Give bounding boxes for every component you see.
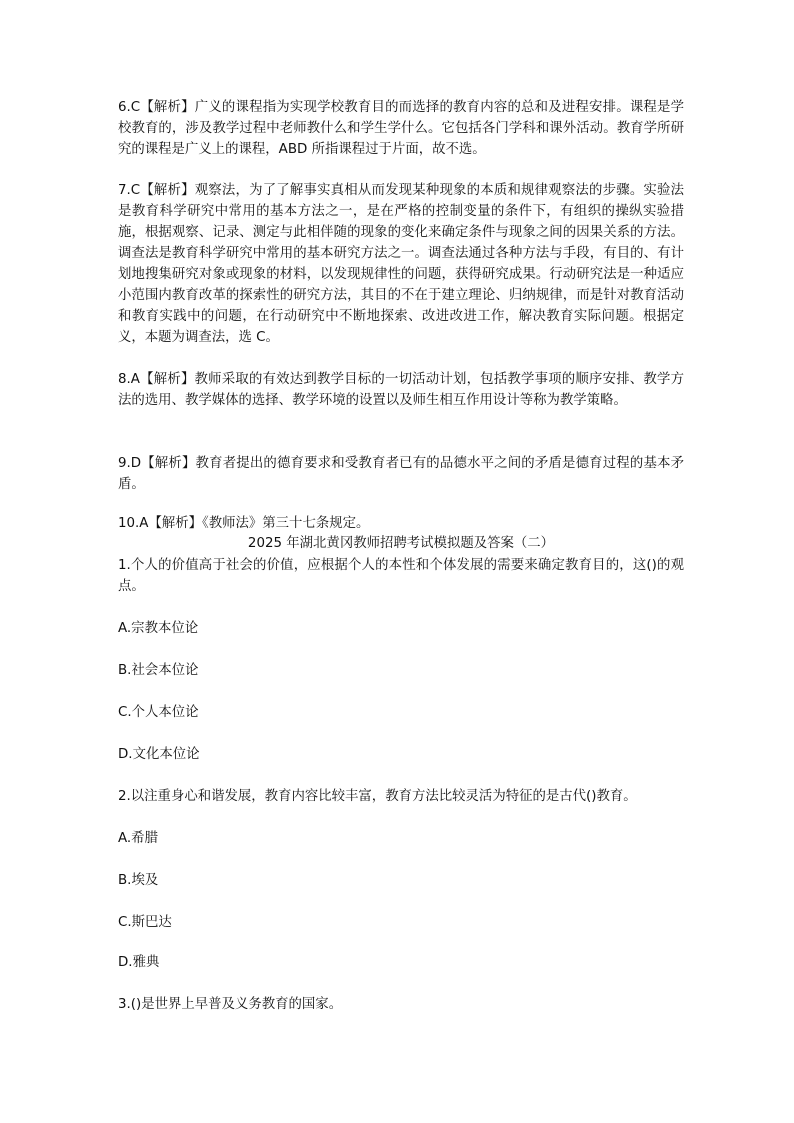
question-1-option-a: A.宗教本位论 bbox=[118, 621, 199, 636]
question-2-stem: 2.以注重身心和谐发展，教育内容比较丰富，教育方法比较灵活为特征的是古代()教育。 bbox=[118, 789, 637, 804]
question-3-stem: 3.()是世界上早普及义务教育的国家。 bbox=[118, 997, 343, 1012]
question-2-option-c: C.斯巴达 bbox=[118, 915, 172, 930]
section-title: 2025 年湖北黄冈教师招聘考试模拟题及答案（二） bbox=[247, 536, 555, 551]
question-2-option-b: B.埃及 bbox=[118, 873, 159, 888]
question-2-option-d: D.雅典 bbox=[118, 955, 160, 970]
answer-7: 7.C【解析】观察法，为了了解事实真相从而发现某种现象的本质和规律观察法的步骤。实验法是教育科学研究中常用的基本方法之一，是在严格的控制变量的条件下，有组织的操纵实验措施，根据观察、记录、测定与此相伴随的现象的变化来确定条件与现象之间的因果关系的方法。调查法是教育科学研究中常用的基本研究方法之一。调查法通过各种方法与手段，有目的、有计划地搜集研究对象或现象的材料，以发现规律性的问题，获得研究成果。行动研究法是一种适应小范围内教育改革的探索性的研究方法，其目的不在于建立理论、归纳规律，而是针对教育活动和教育实践中的问题，在行动研究中不断地探索、改进改进工作，解决教育实际问题。根据定义，本题为调查法，选 C。 bbox=[118, 183, 684, 345]
question-1-option-d: D.文化本位论 bbox=[118, 747, 200, 762]
answer-6: 6.C【解析】广义的课程指为实现学校教育目的而选择的教育内容的总和及进程安排。课程是学校教育的，涉及教学过程中老师教什么和学生学什么。它包括各门学科和课外活动。教育学所研究的课程是广义上的课程，ABD 所指课程过于片面，故不选。 bbox=[118, 100, 684, 157]
question-2-option-a: A.希腊 bbox=[118, 831, 158, 846]
question-1-stem: 1.个人的价值高于社会的价值，应根据个人的本性和个体发展的需要来确定教育目的，这()的观点。 bbox=[118, 558, 684, 594]
answer-9: 9.D【解析】教育者提出的德育要求和受教育者已有的品德水平之间的矛盾是德育过程的基本矛盾。 bbox=[118, 456, 684, 492]
answer-10: 10.A【解析】《教师法》第三十七条规定。 bbox=[118, 516, 370, 531]
question-1-option-c: C.个人本位论 bbox=[118, 705, 199, 720]
question-1-option-b: B.社会本位论 bbox=[118, 663, 199, 678]
answer-8: 8.A【解析】教师采取的有效达到教学目标的一切活动计划，包括教学事项的顺序安排、教学方法的选用、教学媒体的选择、教学环境的设置以及师生相互作用设计等称为教学策略。 bbox=[118, 372, 684, 408]
